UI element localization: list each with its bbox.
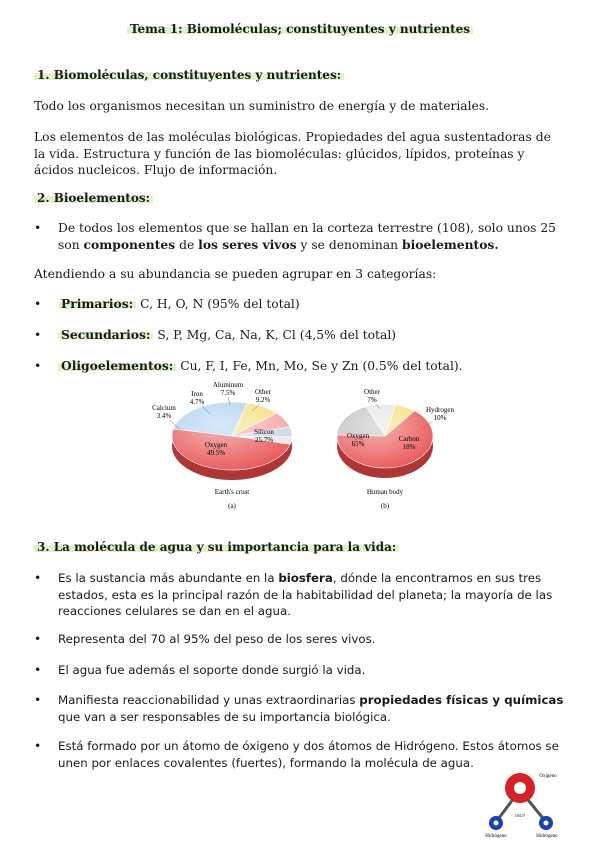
water-molecule-diagram [476,768,566,840]
section-3-heading-text: 3. La molécula de agua y su importancia para la vida: [34,540,399,554]
bullet-dot: • [34,663,42,677]
category-text: Cu, F, I, Fe, Mn, Mo, Se y Zn (0.5% del total). [176,359,463,373]
bullet-dot: • [34,328,42,342]
hydrogen-label-left: Hidrógeno [485,834,507,839]
bullet-dot: • [34,739,42,753]
bullet-dot: • [34,632,42,646]
section-1-paragraph-1: Todo los organismos necesitan un suministro de energía y de materiales. [34,99,490,113]
crust-pct-oxygen: 49.5% [206,449,226,457]
page-title [0,22,600,36]
body-label-oxygen: Oxygen [346,432,370,440]
bond-angle-label: 104.5º [514,813,526,818]
categories-intro: Atendiendo a su abundancia se pueden agrupar en 3 categorías: [34,267,437,281]
bullet-dot: • [34,693,42,707]
section-1-heading [34,68,344,82]
hydrogen-label-right: Hidrógeno [536,834,558,839]
section-1-heading-text: 1. Biomoléculas, constituyentes y nutrientes: [34,68,344,82]
bullet-dot: • [34,221,42,235]
crust-pct-silicon: 25.7% [254,436,274,444]
hydrogen-nucleus [494,821,499,826]
title-text: Tema 1: Biomoléculas; constituyentes y nutrientes [127,22,473,36]
body-label-hydrogen: Hydrogen [426,406,454,414]
hydrogen-nucleus [544,821,549,826]
body-subcaption: (b) [380,502,390,510]
composition-figure [140,378,460,514]
crust-label-aluminum: Aluminum [212,381,244,389]
earth-crust-pie [172,402,292,480]
section-2-heading-text: 2. Bioelementos: [34,191,153,205]
body-label-carbon: Carbon [398,435,420,443]
section-1-paragraph-2: Los elementos de las moléculas biológicas. Propiedades del agua sustentadoras de la vida. Estructura y función de las biomoléculas: glúcidos, lípidos, proteínas y ácidos nucleicos. Flujo de información. [34,130,551,177]
bullet-dot: • [34,297,42,311]
body-pct-oxygen: 65% [351,440,365,448]
category-label: Primarios: [58,296,136,311]
crust-subcaption: (a) [228,502,236,510]
section-2-heading [34,191,153,205]
category-label: Oligoelementos: [58,358,176,373]
oxygen-nucleus [514,782,526,794]
oxygen-label: Oxígeno [539,774,557,779]
crust-pct-other: 9.2% [255,396,271,404]
crust-pct-aluminum: 7.5% [220,389,236,397]
body-pct-other: 7% [367,396,377,404]
section-3-heading [34,540,399,554]
body-pct-hydrogen: 10% [433,414,447,422]
body-pct-carbon: 18% [402,443,416,451]
crust-pie-shine [172,402,292,470]
crust-pct-iron: 4.7% [189,398,205,406]
category-label: Secundarios: [58,327,153,342]
crust-label-silicon: Silicon [254,428,274,436]
crust-label-oxygen: Oxygen [204,441,228,449]
crust-pct-calcium: 3.4% [156,412,172,420]
category-text: C, H, O, N (95% del total) [136,297,300,311]
crust-caption: Earth's crust [214,488,250,496]
bioelements-text: De todos los elementos que se hallan en la corteza terrestre (108), solo unos 25 son componentes de los seres vivos y se denominan bioelementos. [58,221,557,252]
body-label-other: Other [364,388,380,396]
crust-label-iron: Iron [191,390,203,398]
crust-label-other: Other [255,388,271,396]
crust-label-calcium: Calcium [152,404,176,412]
bullet-dot: • [34,359,42,373]
category-text: S, P, Mg, Ca, Na, K, Cl (4,5% del total) [153,328,397,342]
bullet-dot: • [34,571,42,585]
body-caption: Human body [366,488,404,496]
